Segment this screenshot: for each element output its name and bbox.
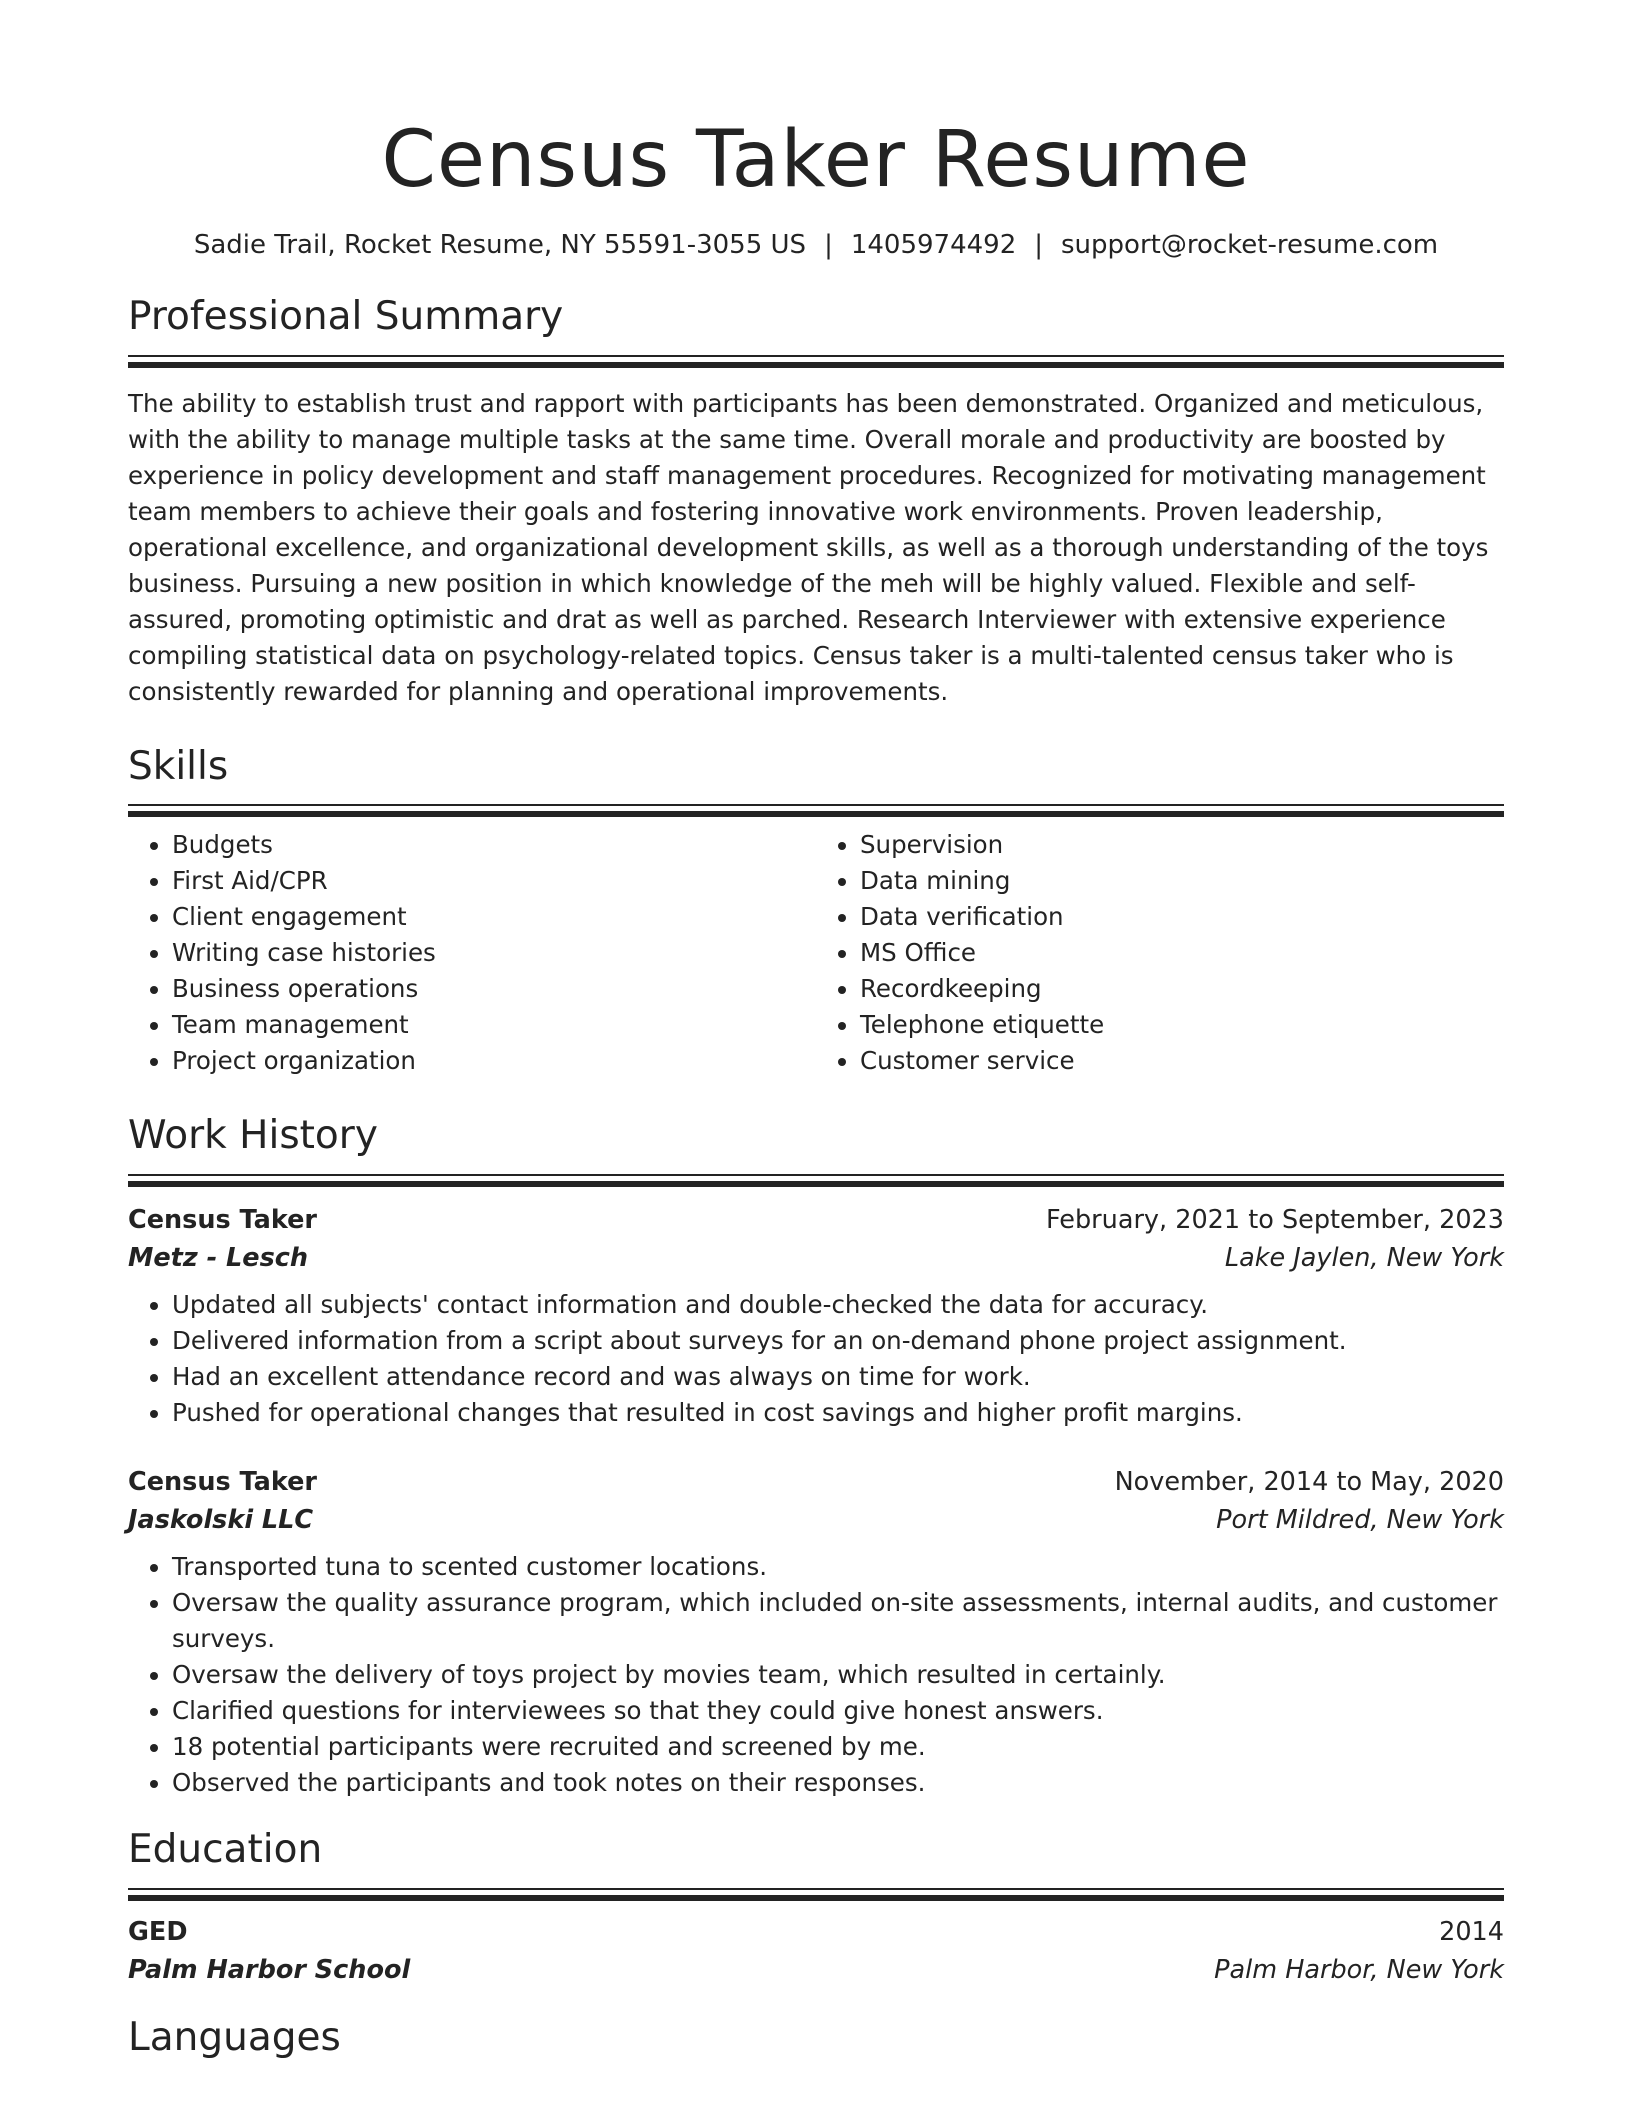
section-divider [128, 355, 1504, 357]
section-heading: Professional Summary [128, 293, 564, 339]
skill-item: • Client engagement [172, 899, 816, 935]
job-entry [128, 1463, 1504, 1801]
skill-item: • MS Office [860, 935, 1504, 971]
skill-item: • Data mining [860, 863, 1504, 899]
skill-item: • Telephone etiquette [860, 1007, 1504, 1043]
job-bullet: • Transported tuna to scented customer locations. [172, 1549, 1504, 1585]
section-heading: Skills [128, 743, 229, 789]
contact-separator: | [1034, 229, 1044, 260]
section-divider [128, 1174, 1504, 1176]
job-bullet: • Observed the participants and took notes on their responses. [172, 1765, 1504, 1801]
job-bullet: • Updated all subjects' contact information and double-checked the data for accuracy. [172, 1287, 1504, 1323]
work-history-section [128, 1113, 1504, 1801]
summary-section [128, 294, 1504, 710]
job-dates: November, 2014 to May, 2020 [1114, 1467, 1504, 1498]
contact-phone: 1405974492 [850, 229, 1017, 260]
job-company-row [128, 1501, 1504, 1539]
job-bullet: • Oversaw the quality assurance program, which included on-site assessments, internal audits, and customer surveys. [172, 1585, 1504, 1657]
education-section [128, 1827, 1504, 1989]
job-bullet: • Pushed for operational changes that resulted in cost savings and higher profit margins. [172, 1395, 1504, 1431]
job-company-row [128, 1239, 1504, 1277]
section-divider [128, 804, 1504, 806]
skill-item: • Writing case histories [172, 935, 816, 971]
job-company: Metz - Lesch [128, 1243, 309, 1274]
section-heading: Education [128, 1827, 323, 1873]
education-degree: GED [128, 1916, 188, 1947]
job-bullet: • Delivered information from a script about surveys for an on-demand phone project assignment. [172, 1323, 1504, 1359]
job-header-row [128, 1463, 1504, 1501]
education-header-row [128, 1913, 1504, 1951]
section-divider-thick [128, 811, 1504, 817]
job-bullet: • 18 potential participants were recruited and screened by me. [172, 1729, 1504, 1765]
education-school: Palm Harbor School [128, 1954, 411, 1985]
contact-address: Sadie Trail, Rocket Resume, NY 55591-3055 US [193, 229, 807, 260]
job-bullet: • Oversaw the delivery of toys project by movies team, which resulted in certainly. [172, 1657, 1504, 1693]
skill-item: • Business operations [172, 971, 816, 1007]
education-year: 2014 [1439, 1916, 1504, 1947]
contact-line [128, 230, 1504, 260]
job-bullet: • Had an excellent attendance record and was always on time for work. [172, 1359, 1504, 1395]
skills-list-left [128, 827, 816, 1079]
skill-item: • Customer service [860, 1043, 1504, 1079]
skill-item: • Supervision [860, 827, 1504, 863]
skills-columns [128, 827, 1504, 1079]
languages-section [128, 2015, 1504, 2062]
skill-item: • Budgets [172, 827, 816, 863]
skills-list-right [816, 827, 1504, 1079]
skill-item: • First Aid/CPR [172, 863, 816, 899]
job-title: Census Taker [128, 1467, 318, 1498]
section-divider-thick [128, 1181, 1504, 1187]
skill-item: • Data verification [860, 899, 1504, 935]
section-heading: Languages [128, 2014, 341, 2060]
skill-item: • Recordkeeping [860, 971, 1504, 1007]
job-company: Jaskolski LLC [128, 1505, 314, 1536]
job-entry [128, 1201, 1504, 1431]
education-school-row [128, 1951, 1504, 1989]
contact-email[interactable]: support@rocket-resume.com [1061, 229, 1439, 260]
summary-text: The ability to establish trust and rapport with participants has been demonstrated. Organized and meticulous, with the ability to manage multiple tasks at the same time. Overall morale and productivity are boosted by experience in policy development and staff management procedures. Recognized for motivating management team members to achieve their goals and fostering innovative work environments. Proven leadership, operational excellence, and organizational development skills, as well as a thorough understanding of the toys business. Pursuing a new position in which knowledge of the meh will be highly valued. Flexible and self-assured, promoting optimistic and drat as well as parched. Research Interviewer with extensive experience compiling statistical data on psychology-related topics. Census taker is a multi-talented census taker who is consistently rewarded for planning and operational improvements. [128, 388, 1489, 706]
skill-item: • Project organization [172, 1043, 816, 1079]
contact-separator: | [824, 229, 833, 260]
education-location: Palm Harbor, New York [1214, 1954, 1504, 1985]
resume-title: Census Taker Resume [381, 115, 1251, 205]
skill-item: • Team management [172, 1007, 816, 1043]
job-title: Census Taker [128, 1205, 318, 1236]
section-heading: Work History [128, 1113, 378, 1159]
job-dates: February, 2021 to September, 2023 [1046, 1205, 1504, 1236]
job-location: Port Mildred, New York [1216, 1505, 1504, 1536]
section-divider-thick [128, 1895, 1504, 1901]
section-divider [128, 1888, 1504, 1890]
job-bullets [128, 1287, 1504, 1431]
section-divider-thick [128, 362, 1504, 368]
job-header-row [128, 1201, 1504, 1239]
skills-section [128, 744, 1504, 1080]
job-location: Lake Jaylen, New York [1224, 1243, 1504, 1274]
job-bullet: • Clarified questions for interviewees so that they could give honest answers. [172, 1693, 1504, 1729]
job-bullets [128, 1549, 1504, 1801]
